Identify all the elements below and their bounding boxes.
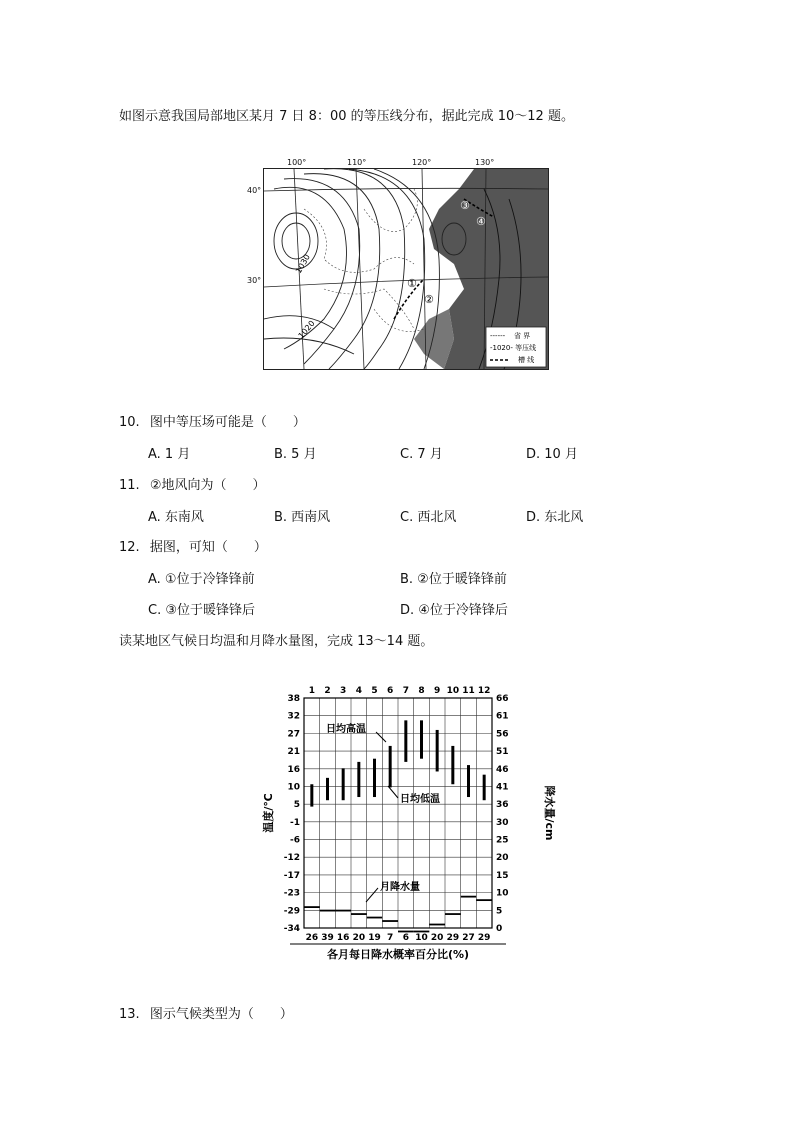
q10-option-c[interactable]: C. 7 月 [400, 447, 443, 462]
question-12 [119, 536, 267, 555]
rain-prob-label: 26 [305, 933, 319, 943]
question-stem: 据图，可知（ ） [149, 540, 267, 555]
lon-label-120: 120° [412, 158, 432, 167]
lon-label-130: 130° [475, 158, 495, 167]
month-label: 1 [308, 686, 315, 696]
left-tick-label: 38 [287, 694, 300, 704]
q11-option-d[interactable]: D. 东北风 [526, 510, 584, 525]
annotation-precip: 月降水量 [380, 882, 420, 893]
month-label: 7 [402, 686, 409, 696]
right-tick-label: 51 [496, 747, 509, 758]
right-tick-label: 46 [496, 764, 509, 775]
question-stem: 图中等压场可能是（ ） [149, 415, 306, 430]
question-11 [119, 474, 265, 493]
left-tick-label: -23 [283, 888, 300, 899]
month-label: 8 [418, 686, 425, 696]
rain-prob-label: 27 [462, 933, 475, 943]
climate-chart [258, 682, 558, 982]
left-tick-label: -12 [283, 853, 300, 864]
right-tick-label: 56 [496, 729, 509, 740]
question-stem: ②地风向为（ ） [149, 478, 266, 493]
legend-province-label: 省 界 [514, 332, 531, 340]
right-axis-label: 降水量/cm [543, 785, 556, 841]
x-axis-label: 各月每日降水概率百分比(%) [326, 948, 470, 961]
left-tick-label: 5 [293, 800, 300, 811]
q10-option-b[interactable]: B. 5 月 [274, 447, 317, 462]
left-tick-label: 16 [287, 764, 300, 775]
question-number: 11. [119, 478, 140, 493]
point-3: ③ [460, 199, 470, 212]
q11-option-b[interactable]: B. 西南风 [274, 510, 331, 525]
question-stem: 图示气候类型为（ ） [149, 1007, 293, 1022]
right-tick-label: 15 [496, 870, 509, 881]
legend-trough-label: 槽 线 [518, 356, 535, 364]
right-tick-label: 30 [496, 817, 509, 828]
lat-label-30: 30° [247, 276, 262, 285]
rain-prob-label: 6 [402, 933, 409, 943]
q11-option-a[interactable]: A. 东南风 [148, 510, 204, 525]
rain-prob-label: 20 [352, 933, 366, 943]
lon-label-110: 110° [347, 158, 367, 167]
q12-option-c[interactable]: C. ③位于暖锋锋后 [148, 603, 255, 618]
q12-option-b[interactable]: B. ②位于暖锋锋前 [400, 572, 507, 587]
month-label: 11 [462, 686, 475, 696]
rain-prob-label: 29 [446, 933, 460, 943]
left-tick-label: -1 [290, 817, 300, 828]
intro-text-2: 读某地区气候日均温和月降水量图，完成 13～14 题。 [119, 634, 434, 649]
climate-chart-svg [258, 682, 558, 982]
left-tick-label: 27 [287, 729, 300, 740]
right-tick-label: 61 [496, 711, 509, 722]
q11-option-c[interactable]: C. 西北风 [400, 510, 457, 525]
month-label: 3 [340, 686, 347, 696]
month-label: 5 [371, 686, 378, 696]
question-13 [119, 1003, 293, 1022]
right-tick-label: 5 [496, 906, 503, 917]
q12-option-a[interactable]: A. ①位于冷锋锋前 [148, 572, 255, 587]
left-tick-label: 21 [287, 747, 300, 758]
annotation-arrow [366, 888, 378, 902]
right-tick-label: 41 [496, 782, 509, 793]
point-1: ① [407, 277, 417, 290]
right-tick-label: 10 [496, 888, 509, 899]
rain-prob-label: 20 [430, 933, 444, 943]
right-tick-label: 25 [496, 835, 509, 846]
question-10 [119, 411, 306, 430]
legend-province: ------ [490, 332, 506, 340]
rain-prob-label: 29 [477, 933, 491, 943]
month-label: 9 [434, 686, 441, 696]
rain-prob-label: 7 [387, 933, 394, 943]
lat-label-40: 40° [247, 186, 262, 195]
contour-label-1020: 1020 [296, 318, 317, 341]
left-tick-label: 32 [287, 711, 300, 722]
q10-option-a[interactable]: A. 1 月 [148, 447, 191, 462]
question-number: 12. [119, 540, 140, 555]
left-tick-label: -6 [290, 835, 300, 846]
q10-option-d[interactable]: D. 10 月 [526, 447, 578, 462]
right-tick-label: 20 [496, 853, 509, 864]
right-tick-label: 66 [496, 694, 509, 704]
rain-prob-label: 10 [415, 933, 428, 943]
rain-prob-label: 19 [368, 933, 381, 943]
annotation-arrow [388, 786, 398, 798]
point-2: ② [424, 293, 434, 306]
left-tick-label: -17 [283, 870, 300, 881]
lon-label-100: 100° [287, 158, 307, 167]
month-label: 2 [324, 686, 331, 696]
question-number: 10. [119, 415, 140, 430]
rain-prob-label: 16 [336, 933, 350, 943]
point-4: ④ [476, 215, 486, 228]
right-tick-label: 36 [496, 800, 509, 811]
left-tick-label: -29 [283, 906, 300, 917]
legend-isobar-label: -1020- 等压线 [490, 344, 537, 352]
annotation-high-temp: 日均高温 [326, 724, 366, 735]
province-borders [304, 189, 424, 332]
left-tick-label: -34 [283, 924, 300, 934]
month-label: 12 [477, 686, 491, 696]
month-label: 4 [355, 686, 362, 696]
annotation-low-temp: 日均低温 [400, 794, 440, 805]
left-tick-label: 10 [287, 782, 300, 793]
left-axis-label: 温度/℃ [262, 793, 275, 833]
intro-text-1: 如图示意我国局部地区某月 7 日 8：00 的等压线分布，据此完成 10～12 题。 [119, 109, 574, 124]
right-tick-label: 0 [496, 924, 503, 934]
question-number: 13. [119, 1007, 140, 1022]
month-label: 6 [387, 686, 394, 696]
isobar-map [263, 168, 549, 370]
rain-prob-label: 39 [321, 933, 334, 943]
month-label: 10 [446, 686, 460, 696]
isobar-map-svg [264, 169, 548, 369]
q12-option-d[interactable]: D. ④位于冷锋锋后 [400, 603, 508, 618]
contour-label-1030: 1030 [293, 252, 312, 275]
